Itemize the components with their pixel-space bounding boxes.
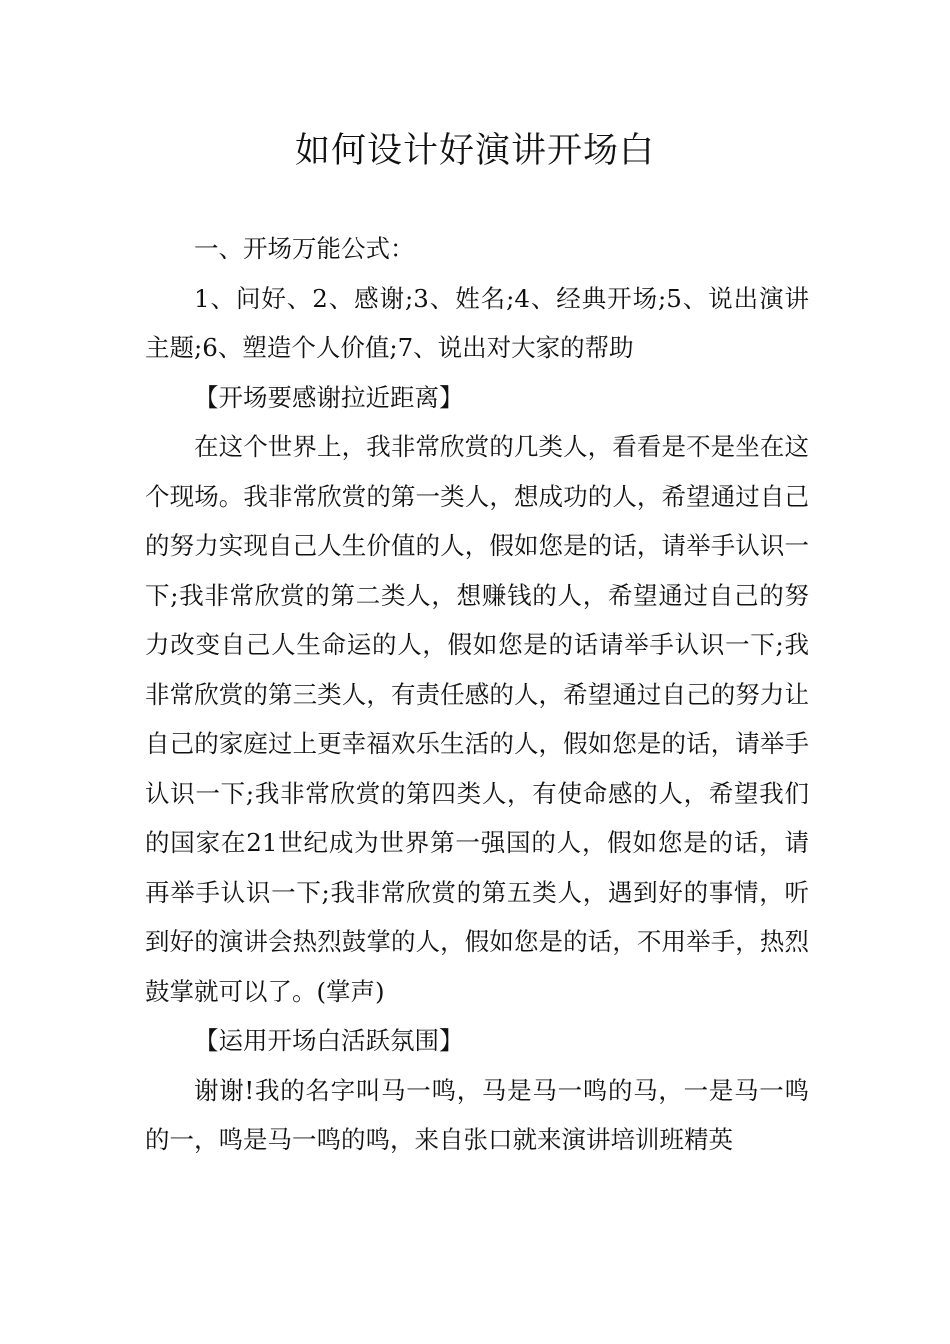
- document-title: 如何设计好演讲开场白: [294, 131, 655, 171]
- subheading-gratitude: 【开场要感谢拉近距离】: [194, 382, 464, 412]
- subheading-atmosphere: 【运用开场白活跃氛围】: [194, 1026, 464, 1055]
- formula-paragraph: 1、问好、2、感谢;3、姓名;4、经典开场;5、说出演讲主题;6、塑造个人价值;7、说出对大家的帮助: [145, 283, 809, 362]
- body-paragraph-intro: 谢谢!我的名字叫马一鸣，马是马一鸣的马，一是马一鸣的一，鸣是马一鸣的鸣，来自张口就来演讲培训班精英: [145, 1075, 809, 1154]
- section-heading: 一、开场万能公式：: [194, 234, 415, 263]
- document-body: [145, 224, 809, 1165]
- body-paragraph: 在这个世界上，我非常欣赏的几类人，看看是不是坐在这个现场。我非常欣赏的第一类人，想成功的人，希望通过自己的努力实现自己人生价值的人，假如您是的话，请举手认识一下;我非常欣赏的第二类人，想赚钱的人，希望通过自己的努力改变自己人生命运的人，假如您是的话请举手认识一下;我非常欣赏的第三类人，有责任感的人，希望通过自己的努力让自己的家庭过上更幸福欢乐生活的人，假如您是的话，请举手认识一下;我非常欣赏的第四类人，有使命感的人，希望我们的国家在21世纪成为世界第一强国的人，假如您是的话，请再举手认识一下;我非常欣赏的第五类人，遇到好的事情，听到好的演讲会热烈鼓掌的人，假如您是的话，不用举手，热烈鼓掌就可以了。(掌声): [145, 432, 809, 1006]
